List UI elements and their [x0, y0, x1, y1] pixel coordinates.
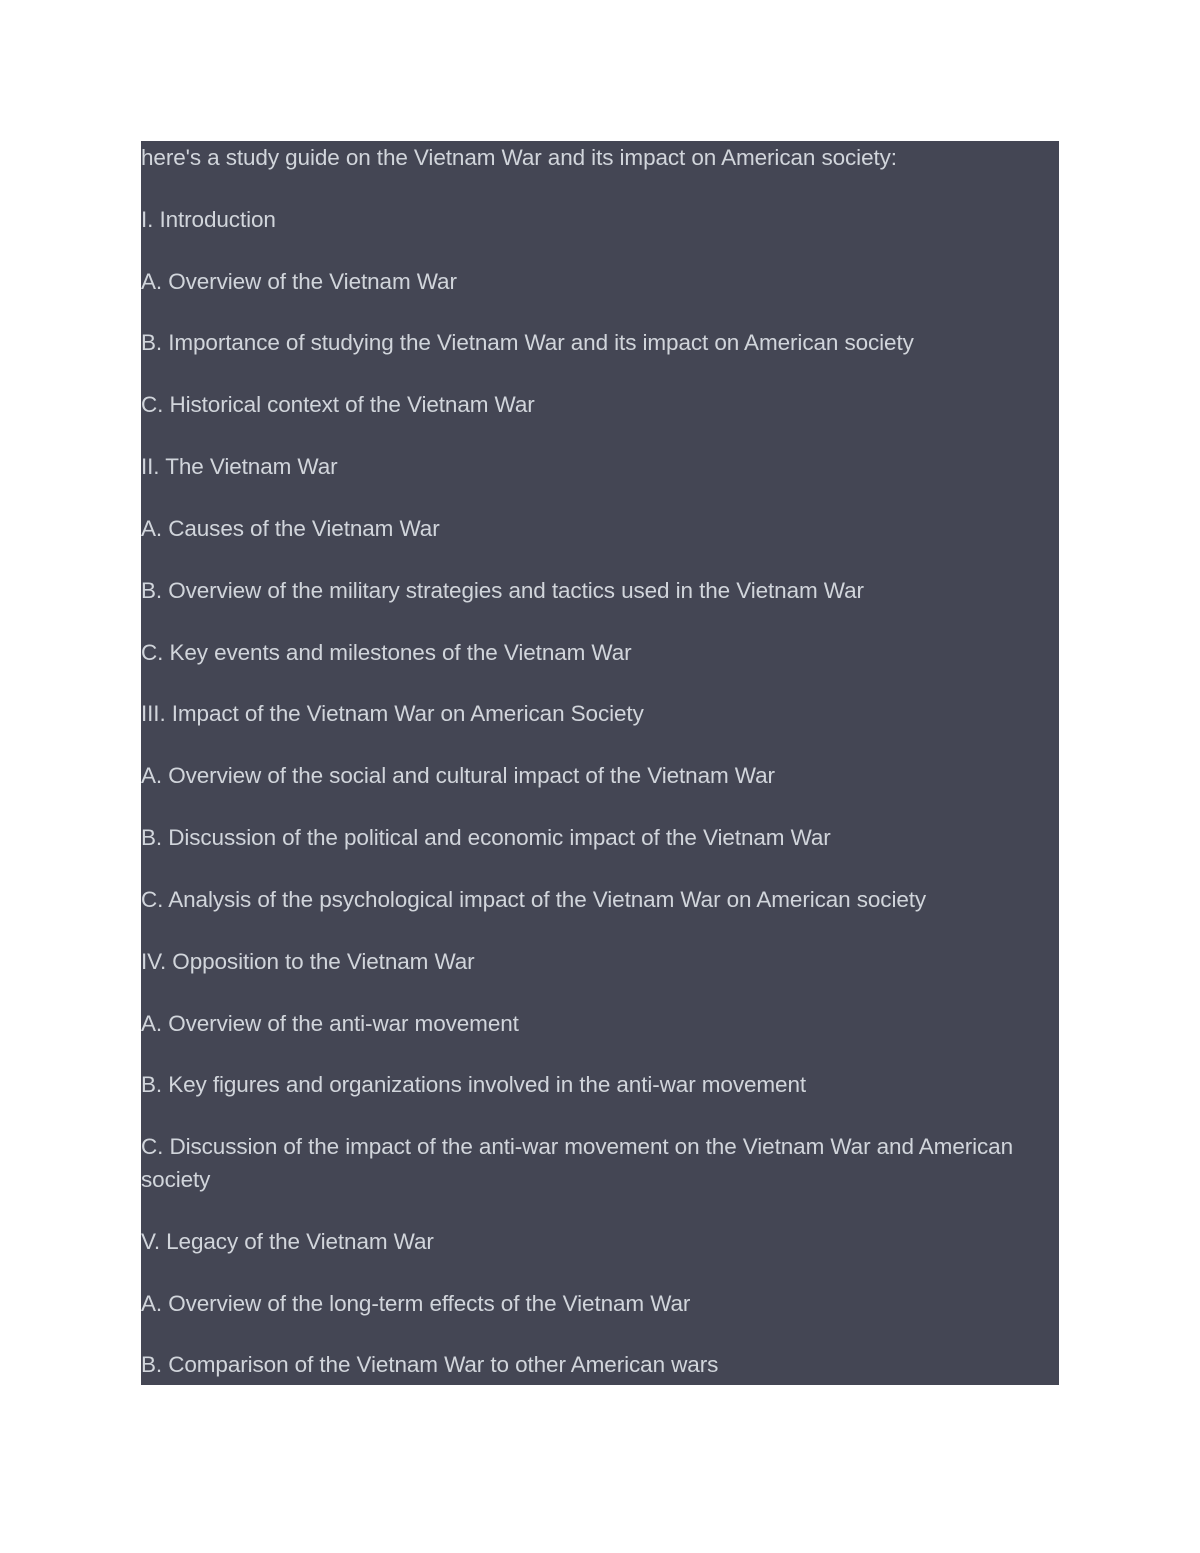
outline-item: A. Overview of the long-term effects of the Vietnam War: [141, 1291, 691, 1316]
outline-item: A. Causes of the Vietnam War: [141, 516, 440, 541]
outline-item: B. Key figures and organizations involved in the anti-war movement: [141, 1072, 807, 1097]
outline-item: A. Overview of the anti-war movement: [141, 1011, 519, 1036]
outline-item: C. Historical context of the Vietnam War: [141, 392, 535, 417]
outline-item: C. Analysis of the psychological impact of the Vietnam War on American society: [141, 887, 927, 912]
section-heading-opposition: IV. Opposition to the Vietnam War: [141, 949, 475, 974]
outline-item: B. Discussion of the political and economic impact of the Vietnam War: [141, 825, 831, 850]
section-heading-legacy: V. Legacy of the Vietnam War: [141, 1229, 434, 1254]
outline-item: A. Overview of the Vietnam War: [141, 269, 457, 294]
outline-item: B. Importance of studying the Vietnam War and its impact on American society: [141, 330, 914, 355]
outline-item: C. Discussion of the impact of the anti-war movement on the Vietnam War and American society: [141, 1134, 1014, 1192]
outline-item: C. Key events and milestones of the Vietnam War: [141, 640, 632, 665]
study-guide-text-block: [141, 141, 1059, 1385]
section-heading-impact: III. Impact of the Vietnam War on American Society: [141, 701, 644, 726]
outline-item: B. Overview of the military strategies and tactics used in the Vietnam War: [141, 578, 864, 603]
outline-item: A. Overview of the social and cultural impact of the Vietnam War: [141, 763, 775, 788]
intro-sentence: here's a study guide on the Vietnam War and its impact on American society:: [141, 145, 897, 170]
section-heading-the-vietnam-war: II. The Vietnam War: [141, 454, 338, 479]
section-heading-introduction: I. Introduction: [141, 207, 276, 232]
outline-item: B. Comparison of the Vietnam War to other American wars: [141, 1352, 719, 1377]
